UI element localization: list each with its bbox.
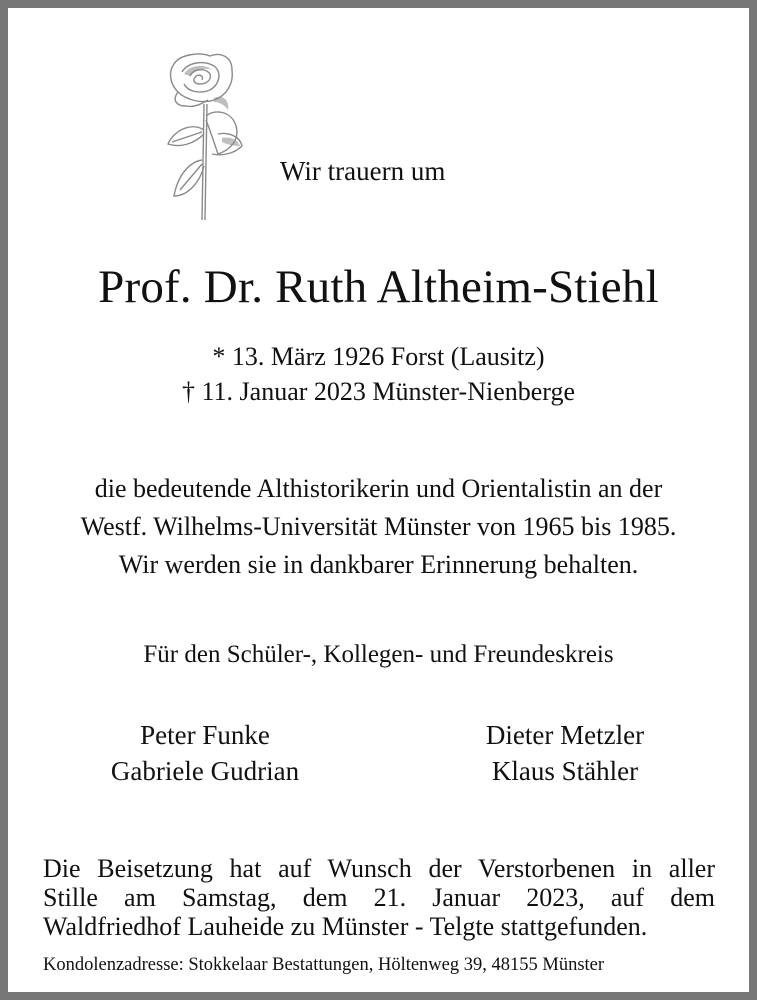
signer-name: Peter Funke xyxy=(140,720,270,750)
death-date: † 11. Januar 2023 Münster-Nienberge xyxy=(182,377,575,406)
bio-line: Wir werden sie in dankbarer Erinnerung behalten. xyxy=(118,550,639,579)
condolence-address: Kondolenzadresse: Stokkelaar Bestattungen, Höltenweg 39, 48155 Münster xyxy=(43,955,605,975)
signer-name: Dieter Metzler xyxy=(485,720,645,750)
on-behalf-text: Für den Schüler-, Kollegen- und Freundeskreis xyxy=(143,641,614,668)
burial-notice xyxy=(43,854,715,941)
signer-name: Gabriele Gudrian xyxy=(110,756,300,786)
burial-line: Stille am Samstag, dem 21. Januar 2023, auf dem xyxy=(43,883,715,912)
burial-line: Die Beisetzung hat auf Wunsch der Verstorbenen in aller xyxy=(43,854,715,883)
bio-line: Westf. Wilhelms-Universität Münster von 1965 bis 1985. xyxy=(80,512,677,541)
birth-date: * 13. März 1926 Forst (Lausitz) xyxy=(212,342,545,371)
bio-line: die bedeutende Althistorikerin und Orientalistin an der xyxy=(94,474,663,503)
obituary-notice xyxy=(8,8,749,992)
burial-line: Waldfriedhof Lauheide zu Münster - Telgte stattgefunden. xyxy=(43,912,648,941)
signer-name: Klaus Stähler xyxy=(491,756,639,786)
deceased-name: Prof. Dr. Ruth Altheim-Stiehl xyxy=(98,261,659,313)
rose-icon xyxy=(160,50,250,222)
intro-text: Wir trauern um xyxy=(280,156,446,186)
